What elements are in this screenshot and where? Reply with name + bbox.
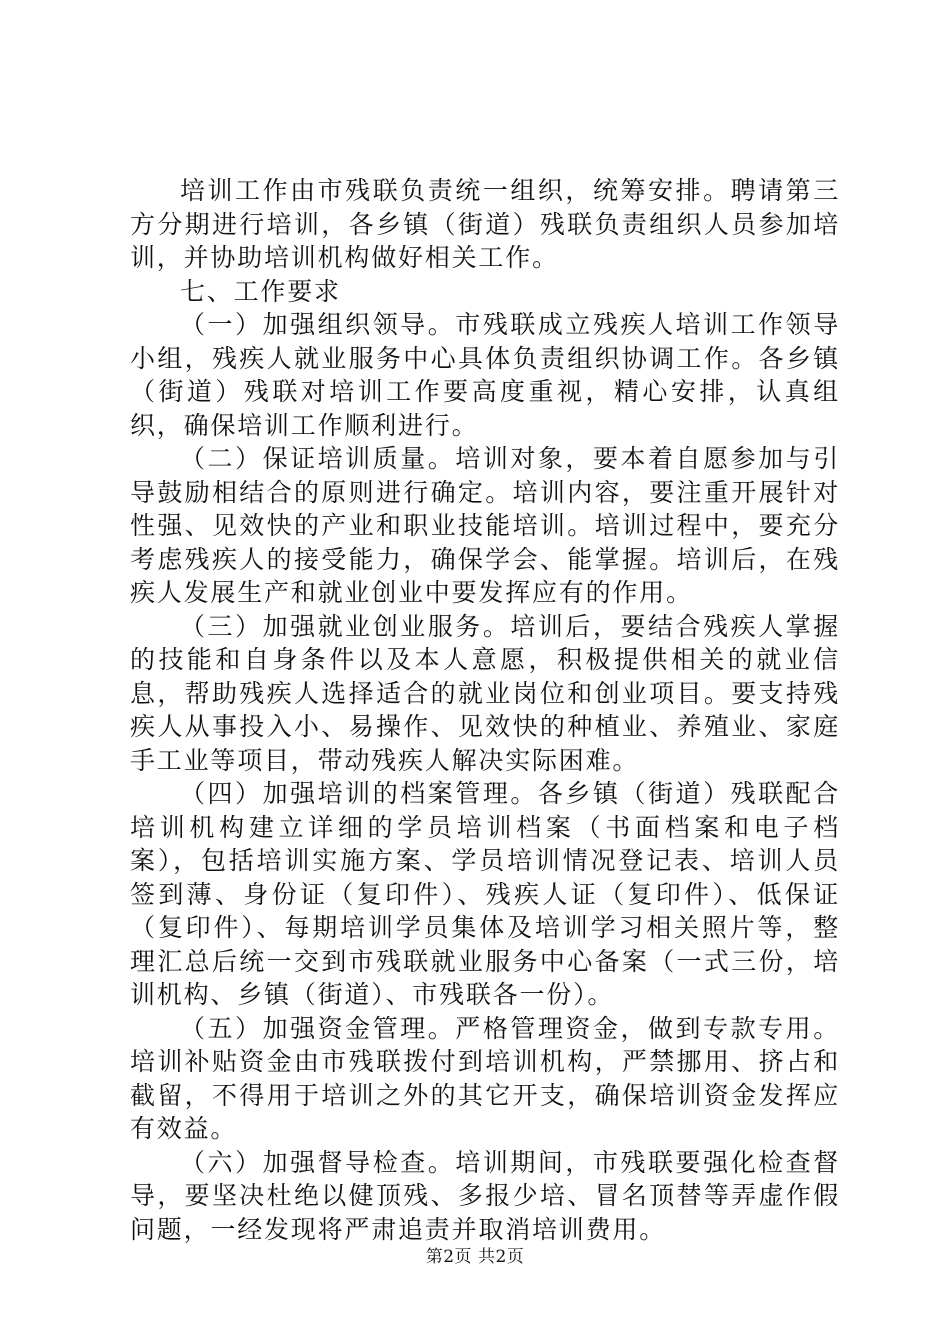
paragraph-employment-service: （三）加强就业创业服务。培训后，要结合残疾人掌握的技能和自身条件以及本人意愿，积极提供相关的就业信息，帮助残疾人选择适合的就业岗位和创业项目。要支持残疾人从事投入小、易操作、见效快的种植业、养殖业、家庭手工业等项目，带动残疾人解决实际困难。 (130, 611, 840, 775)
paragraph-fund-management: （五）加强资金管理。严格管理资金，做到专款专用。培训补贴资金由市残联拨付到培训机构，严禁挪用、挤占和截留，不得用于培训之外的其它开支，确保培训资金发挥应有效益。 (130, 1013, 840, 1143)
paragraph-archive-management: （四）加强培训的档案管理。各乡镇（街道）残联配合培训机构建立详细的学员培训档案（书面档案和电子档案），包括培训实施方案、学员培训情况登记表、培训人员签到薄、身份证（复印件）、残疾人证（复印件）、低保证（复印件）、每期培训学员集体及培训学习相关照片等，整理汇总后统一交到市残联就业服务中心备案（一式三份，培训机构、乡镇（街道）、市残联各一份）。 (130, 779, 840, 1009)
document-body (130, 174, 840, 1246)
paragraph-supervision-inspection: （六）加强督导检查。培训期间，市残联要强化检查督导，要坚决杜绝以健顶残、多报少培、冒名顶替等弄虚作假问题，一经发现将严肃追责并取消培训费用。 (130, 1147, 840, 1244)
paragraph-strengthen-leadership: （一）加强组织领导。市残联成立残疾人培训工作领导小组，残疾人就业服务中心具体负责组织协调工作。各乡镇（街道）残联对培训工作要高度重视，精心安排，认真组织，确保培训工作顺利进行。 (130, 310, 840, 440)
page-number-footer: 第2页 共2页 (425, 1247, 525, 1267)
section-heading-work-requirements: 七、工作要求 (180, 276, 341, 306)
paragraph-training-quality: （二）保证培训质量。培训对象，要本着自愿参加与引导鼓励相结合的原则进行确定。培训内容，要注重开展针对性强、见效快的产业和职业技能培训。培训过程中，要充分考虑残疾人的接受能力，确保学会、能掌握。培训后，在残疾人发展生产和就业创业中要发挥应有的作用。 (130, 444, 840, 607)
paragraph-training-organization: 培训工作由市残联负责统一组织，统筹安排。聘请第三方分期进行培训，各乡镇（街道）残联负责组织人员参加培训，并协助培训机构做好相关工作。 (130, 176, 840, 272)
